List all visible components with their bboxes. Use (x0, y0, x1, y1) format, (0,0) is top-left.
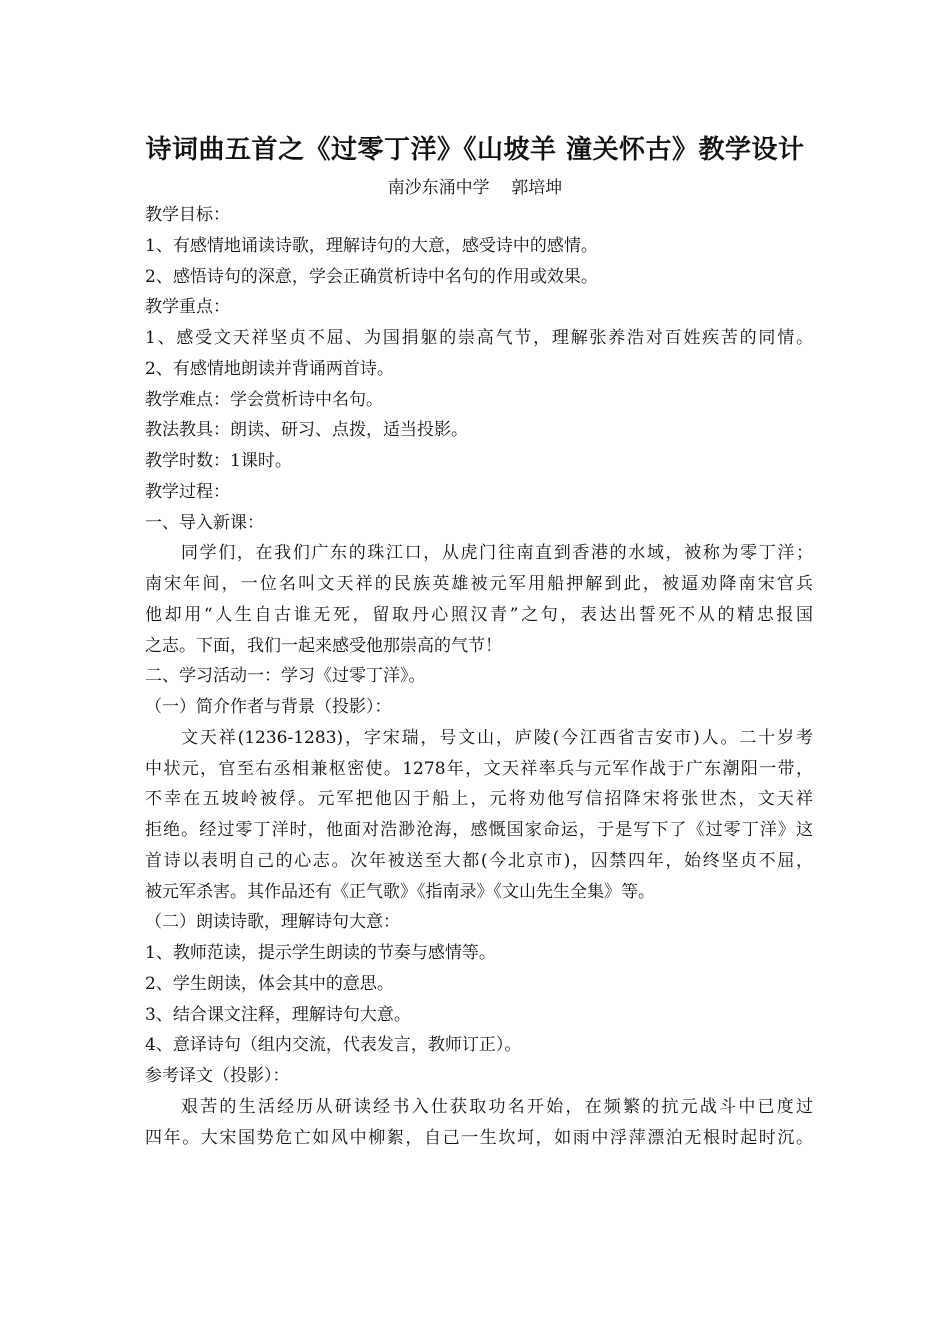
body-line: 中状元，官至右丞相兼枢密使。1278年，文天祥率兵与元军作战于广东潮阳一带， (145, 758, 813, 779)
document-title: 诗词曲五首之《过零丁洋》《山坡羊 潼关怀古》教学设计 (145, 135, 805, 165)
body-line: 教法教具：朗读、研习、点拨，适当投影。 (145, 420, 468, 441)
body-line: 拒绝。经过零丁洋时，他面对浩渺沧海，感慨国家命运，于是写下了《过零丁洋》这 (145, 820, 813, 840)
body-line: 二、学习活动一：学习《过零丁洋》。 (145, 666, 426, 687)
body-line: 3、结合课文注释，理解诗句大意。 (145, 1004, 411, 1025)
body-line: 教学过程： (145, 481, 230, 502)
body-line: 被元军杀害。其作品还有《正气歌》《指南录》《文山先生全集》等。 (145, 881, 655, 902)
body-line: （二）朗读诗歌，理解诗句大意： (145, 912, 400, 933)
body-line: 1、感受文天祥坚贞不屈、为国捐躯的崇高气节，理解张养浩对百姓疾苦的同情。 (145, 328, 813, 348)
body-line: 教学目标： (145, 205, 230, 225)
body-line: （一）简介作者与背景（投影）： (145, 697, 392, 717)
document-body (145, 200, 813, 1153)
body-line: 不幸在五坡岭被俘。元军把他囚于船上，元将劝他写信招降宋将张世杰，文天祥 (145, 789, 813, 810)
body-line: 文天祥(1236-1283)，字宋瑞，号文山，庐陵(今江西省吉安市)人。二十岁考 (181, 727, 813, 748)
body-line: 之志。下面，我们一起来感受他那崇高的气节！ (145, 635, 502, 656)
body-line: 2、有感情地朗读并背诵两首诗。 (145, 358, 394, 379)
body-line: 南宋年间，一位名叫文天祥的民族英雄被元军用船押解到此，被逼劝降南宋官兵 (145, 574, 813, 594)
body-line: 2、感悟诗句的深意，学会正确赏析诗中名句的作用或效果。 (145, 266, 598, 287)
body-line: 教学重点： (145, 297, 230, 318)
body-line: 1、有感情地诵读诗歌，理解诗句的大意，感受诗中的感情。 (145, 235, 598, 256)
body-line: 四年。大宋国势危亡如风中柳絮，自己一生坎坷，如雨中浮萍漂泊无根时起时沉。 (145, 1127, 813, 1148)
body-line: 参考译文（投影）： (145, 1066, 290, 1086)
body-line: 一、导入新课： (145, 512, 264, 533)
body-line: 他却用“人生自古谁无死，留取丹心照汉青”之句，表达出誓死不从的精忠报国 (145, 604, 813, 625)
body-line: 教学时数：1课时。 (145, 451, 292, 471)
body-line: 4、意译诗句（组内交流，代表发言，教师订正）。 (145, 1035, 522, 1056)
body-line: 1、教师范读，提示学生朗读的节奏与感情等。 (145, 943, 496, 963)
body-line: 艰苦的生活经历从研读经书入仕获取功名开始，在频繁的抗元战斗中已度过 (181, 1096, 813, 1117)
body-line: 首诗以表明自己的心志。次年被送至大都(今北京市)，囚禁四年，始终坚贞不屈， (145, 850, 813, 871)
body-line: 2、学生朗读，体会其中的意思。 (145, 973, 394, 994)
body-line: 同学们，在我们广东的珠江口，从虎门往南直到香港的水域，被称为零丁洋； (181, 543, 813, 564)
document-byline: 南沙东涌中学 郭培坤 (387, 178, 563, 198)
body-line: 教学难点：学会赏析诗中名句。 (145, 389, 383, 410)
